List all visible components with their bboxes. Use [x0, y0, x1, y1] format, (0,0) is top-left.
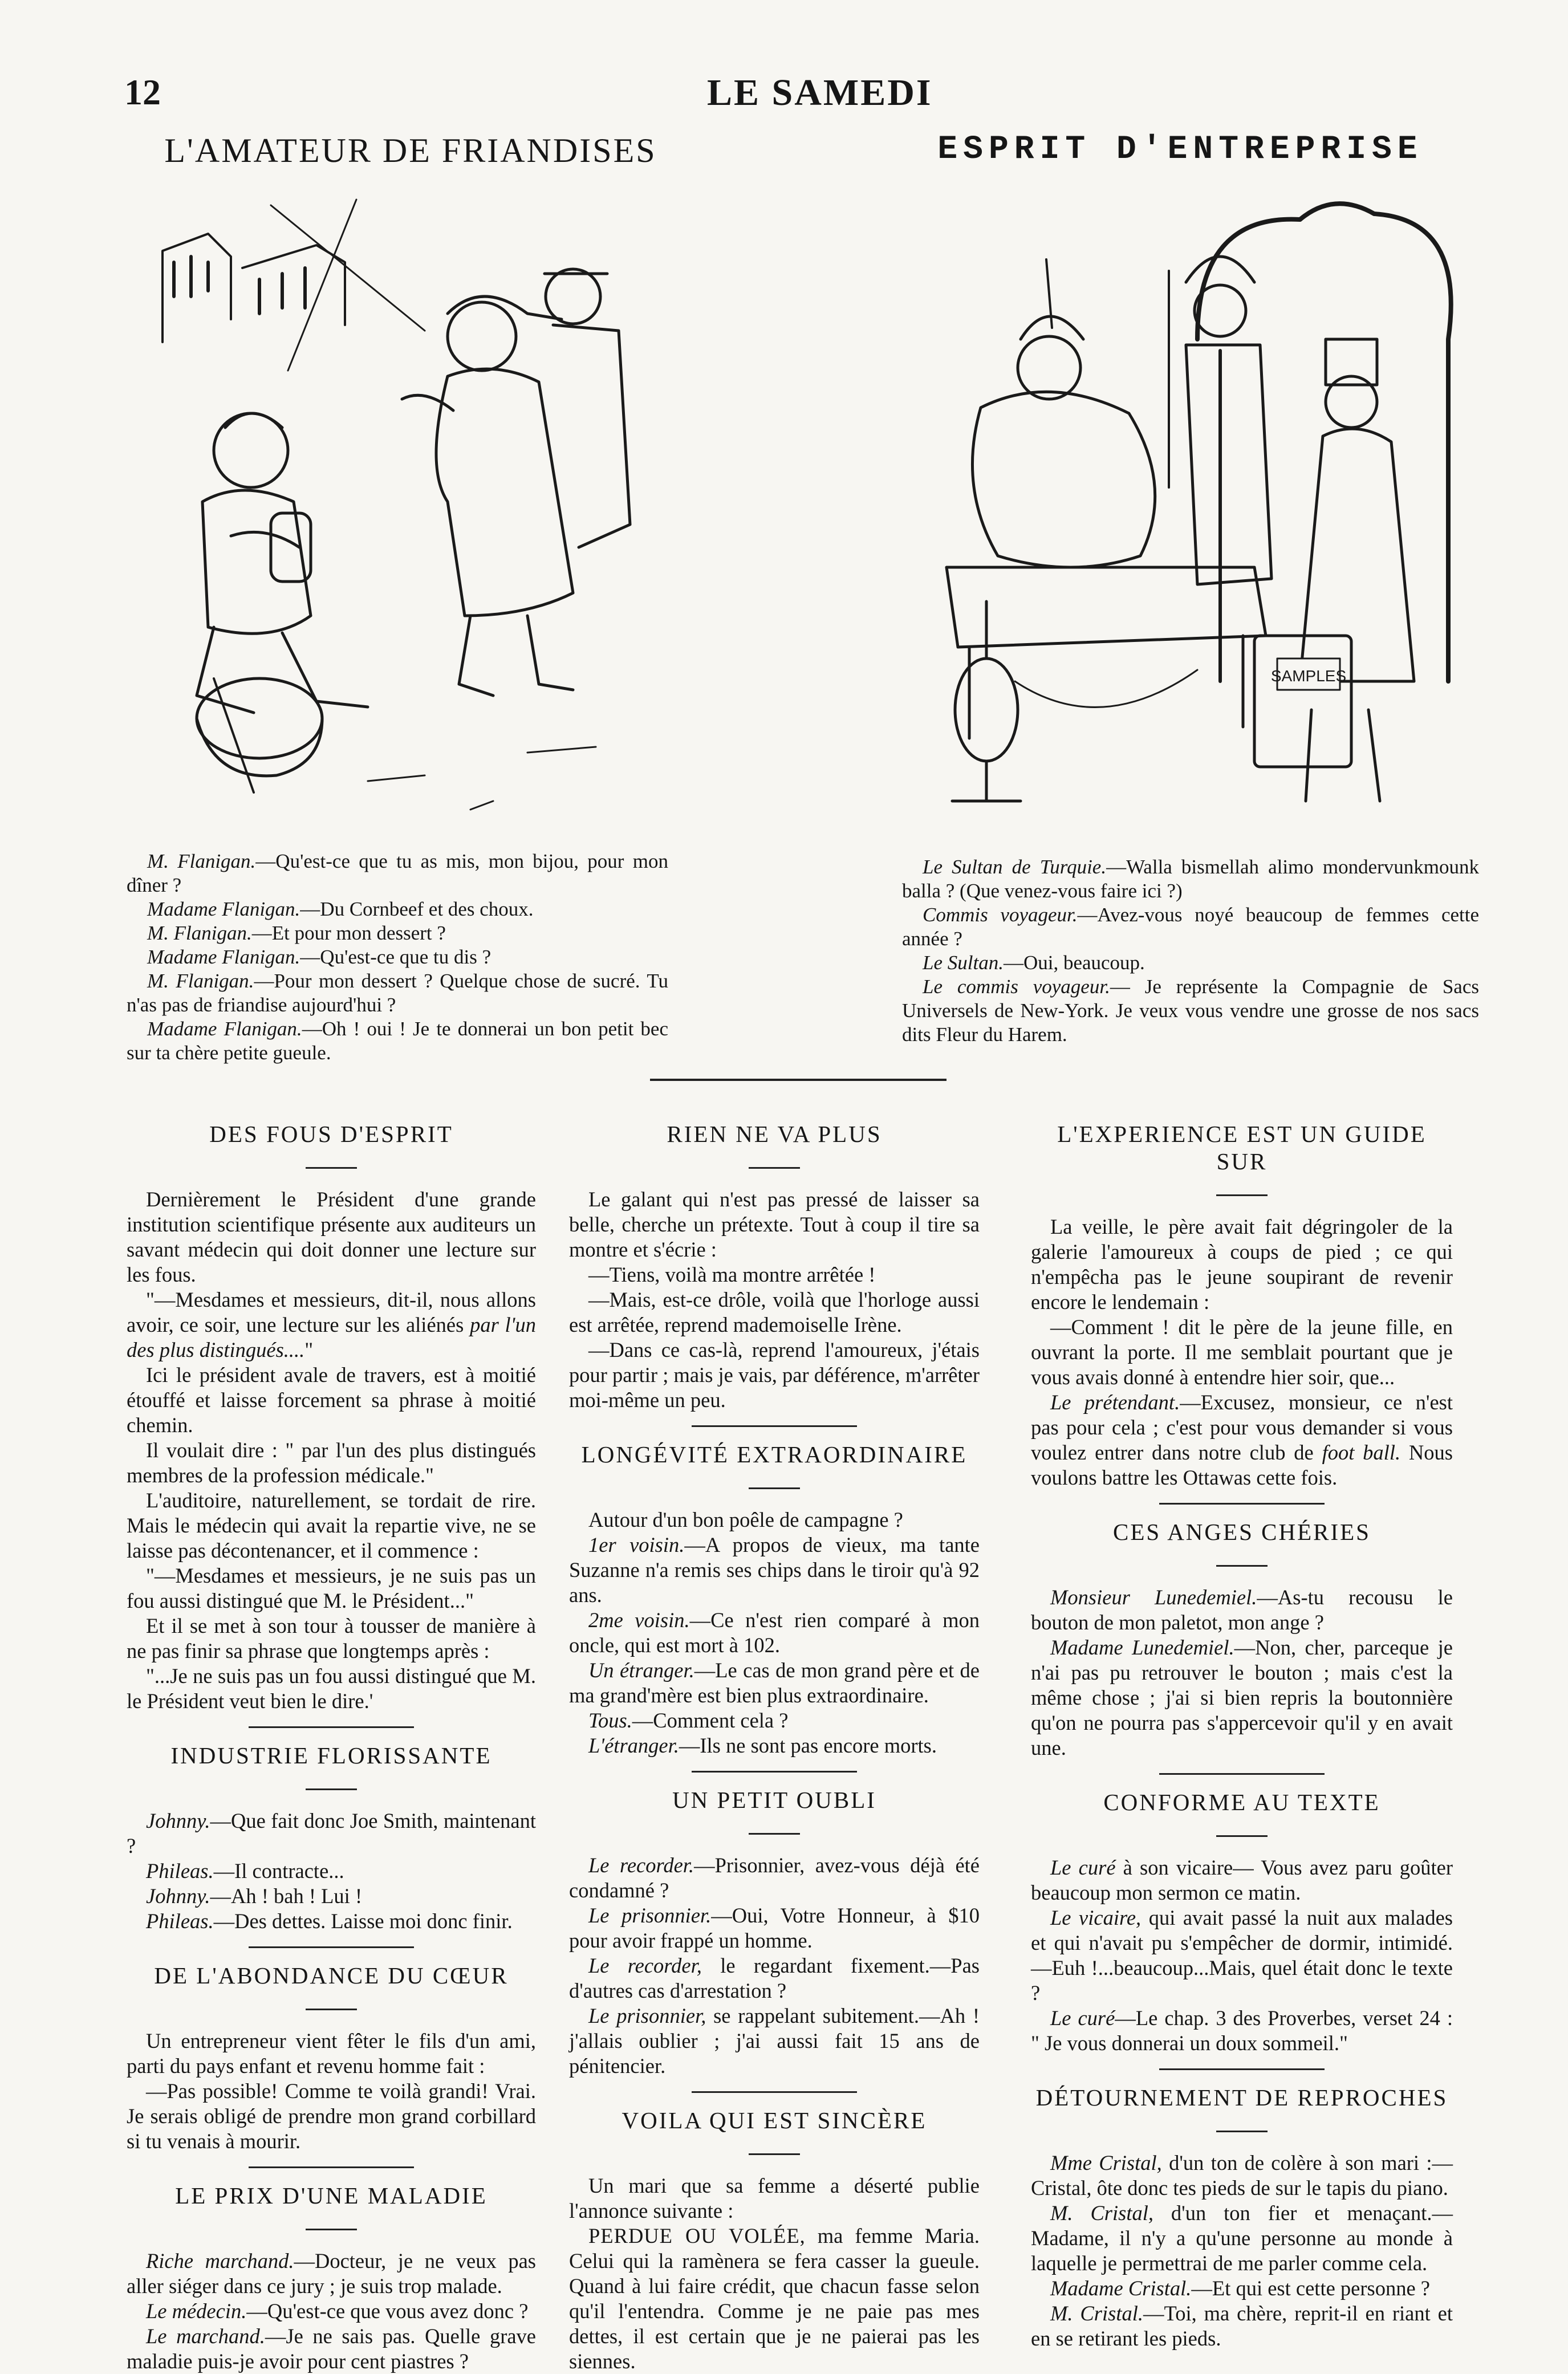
caption-line: Madame Flanigan.—Qu'est-ce que tu dis ? [147, 946, 491, 968]
article-separator [692, 1425, 857, 1427]
paragraph: —Dans ce cas-là, reprend l'amoureux, j'étais pour partir ; mais je vais, par déférence, m'arrêter moi-même un peu. [569, 1338, 980, 1412]
dialogue-line: 2me voisin.—Ce n'est rien comparé à mon oncle, qui est mort à 102. [569, 1608, 980, 1657]
samples-sign: SAMPLES [1270, 667, 1347, 685]
dialogue-line: Le recorder.—Prisonnier, avez-vous déjà été condamné ? [569, 1853, 980, 1902]
dialogue-line: Phileas.—Des dettes. Laisse moi donc finir. [146, 1909, 513, 1933]
article-title: CONFORME AU TEXTE [1103, 1789, 1380, 1815]
article-title: DÉTOURNEMENT DE REPROCHES [1035, 2084, 1448, 2111]
article-separator [692, 2091, 857, 2093]
paragraph: "—Mesdames et messieurs, dit-il, nous allons avoir, ce soir, une lecture sur les aliénés par l'un des plus distingués...." [127, 1288, 536, 1361]
cartoon-title-right: ESPRIT D'ENTREPRISE [937, 131, 1423, 168]
dialogue-line: Le prisonnier, se rappelant subitement.—Ah ! j'allais oublier ; j'ai aussi fait 15 ans de pénitencier. [569, 2004, 980, 2078]
article-title: LONGÉVITÉ EXTRAORDINAIRE [581, 1441, 968, 1468]
cartoon-caption-left [127, 849, 668, 1065]
caption-line: M. Flanigan.—Qu'est-ce que tu as mis, mon bijou, pour mon dîner ? [127, 850, 668, 896]
dialogue-line: Johnny.—Ah ! bah ! Lui ! [146, 1884, 363, 1908]
article-separator [692, 1771, 857, 1773]
title-rule [749, 1167, 800, 1169]
cartoon-title-left: L'AMATEUR DE FRIANDISES [164, 132, 657, 169]
cartoon-caption-right [902, 855, 1479, 1047]
dialogue-line: Le prisonnier.—Oui, Votre Honneur, à $10 pour avoir frappé un homme. [569, 1904, 980, 1952]
sultan-scene-drawing [901, 168, 1471, 824]
paragraph: Il voulait dire : " par l'un des plus distingués membres de la profession médicale." [127, 1438, 536, 1487]
paragraph: Dernièrement le Président d'une grande institution scientifique présente aux auditeurs un savant médecin qui doit donner une lecture sur les fous. [127, 1188, 536, 1286]
caption-line: Madame Flanigan.—Du Cornbeef et des choux. [147, 898, 534, 920]
paragraph: Un entrepreneur vient fêter le fils d'un ami, parti du pays enfant et revenu homme fait : [127, 2029, 536, 2078]
article-title: DE L'ABONDANCE DU CŒUR [154, 1962, 509, 1989]
dialogue-line: M. Cristal.—Toi, ma chère, reprit-il en riant et en se retirant les pieds. [1031, 2302, 1453, 2350]
caption-line: Le Sultan de Turquie.—Walla bismellah alimo mondervunkmounk balla ? (Que venez-vous faire ici ?) [902, 856, 1479, 902]
paragraph: Un mari que sa femme a déserté publie l'annonce suivante : [569, 2174, 980, 2222]
paragraph: Et il se met à son tour à tousser de manière à ne pas finir sa phrase que longtemps après : [127, 1614, 536, 1662]
dialogue-line: Le recorder, le regardant fixement.—Pas d'autres cas d'arrestation ? [569, 1954, 980, 2002]
title-rule [749, 1833, 800, 1835]
article-separator [1159, 1773, 1325, 1775]
dialogue-line: Tous.—Comment cela ? [588, 1709, 789, 1732]
dialogue-line: Johnny.—Que fait donc Joe Smith, maintenant ? [127, 1809, 536, 1857]
title-rule [306, 2229, 357, 2230]
paragraph: —Tiens, voilà ma montre arrêtée ! [588, 1263, 876, 1286]
page-number: 12 [124, 72, 161, 112]
paragraph: PERDUE OU VOLÉE, ma femme Maria. Celui qui la ramènera se fera casser la gueule. Quand à lui faire crédit, que chacun fasse selon qu'il l'entendra. Comme je ne paie pas mes dettes, il est certain que je ne paierai pas les siennes. [569, 2224, 980, 2373]
caption-line: Madame Flanigan.—Oh ! oui ! Je te donnerai un bon petit bec sur ta chère petite gueule. [127, 1018, 669, 1064]
dialogue-line: Le médecin.—Qu'est-ce que vous avez donc ? [146, 2299, 529, 2323]
dialogue-line: 1er voisin.—A propos de vieux, ma tante Suzanne n'a remis ses chips dans le tiroir qu'à 92 ans. [569, 1533, 980, 1607]
street-scene-drawing [128, 182, 676, 827]
article-title: UN PETIT OUBLI [672, 1787, 876, 1813]
dialogue-line: Madame Cristal.—Et qui est cette personne ? [1050, 2277, 1430, 2300]
article-title: L'EXPERIENCE EST UN GUIDE SUR [1057, 1121, 1427, 1174]
masthead: LE SAMEDI [707, 72, 933, 113]
dialogue-line: M. Cristal, d'un ton fier et menaçant.—Madame, il n'y a qu'une personne au monde à laquelle je permettrai de me parler comme cela. [1031, 2201, 1453, 2275]
paragraph: Le prétendant.—Excusez, monsieur, ce n'est pas pour cela ; c'est pour vous demander si vous voulez entrer dans notre club de foot ball. Nous voulons battre les Ottawas cette fois. [1031, 1391, 1453, 1489]
column-right [1031, 1120, 1453, 2351]
article-separator [1159, 1503, 1325, 1505]
dialogue-line: Madame Lunedemiel.—Non, cher, parceque je n'ai pas pu retrouver le bouton ; mais c'est la même chose ; j'ai si bien repris la boutonnière qu'on ne pourra pas s'appercevoir qu'il y en avait une. [1031, 1636, 1453, 1759]
article-title: DES FOUS D'ESPRIT [209, 1121, 453, 1147]
title-rule [306, 1167, 357, 1169]
paragraph: L'auditoire, naturellement, se tordait de rire. Mais le médecin qui avait la repartie vive, ne se laisse pas décontenancer, et il commence : [127, 1489, 536, 1562]
caption-line: Le commis voyageur.— Je représente la Compagnie de Sacs Universels de New-York. Je veux vous vendre une grosse de nos sacs dits Fleur du Harem. [902, 975, 1479, 1046]
title-rule [1216, 1835, 1268, 1837]
caption-line: M. Flanigan.—Et pour mon dessert ? [147, 922, 446, 944]
dialogue-line: Le vicaire, qui avait passé la nuit aux malades et qui n'avait pu s'empêcher de dormir, intimidé.—Euh !...beaucoup...Mais, quel était donc le texte ? [1031, 1906, 1453, 2005]
column-middle [569, 1120, 980, 2374]
title-rule [1216, 1194, 1268, 1196]
caption-line: M. Flanigan.—Pour mon dessert ? Quelque chose de sucré. Tu n'as pas de friandise aujourd'hui ? [127, 970, 668, 1016]
article-title: INDUSTRIE FLORISSANTE [170, 1742, 492, 1769]
dialogue-line: Phileas.—Il contracte... [146, 1859, 344, 1883]
dialogue-line: Un étranger.—Le cas de mon grand père et de ma grand'mère est bien plus extraordinaire. [569, 1658, 980, 1707]
paragraph: Autour d'un bon poêle de campagne ? [588, 1508, 903, 1531]
paragraph: La veille, le père avait fait dégringoler de la galerie l'amoureux à coups de pied ; ce qui n'empêcha pas le jeune soupirant de revenir encore le lendemain : [1031, 1215, 1453, 1314]
dialogue-line: Le curé—Le chap. 3 des Proverbes, verset 24 : " Je vous donnerai un doux sommeil." [1031, 2006, 1453, 2055]
article-separator [249, 2166, 414, 2168]
column-left [127, 1120, 536, 2374]
article-separator [249, 1946, 414, 1948]
title-rule [749, 2153, 800, 2155]
paragraph: —Comment ! dit le père de la jeune fille, en ouvrant la porte. Il me semblait pourtant que je vous avais donné à entendre hier soir, que... [1031, 1315, 1453, 1389]
paragraph: Ici le président avale de travers, est à moitié étouffé et laisse forcement sa phrase à moitié chemin. [127, 1363, 536, 1437]
cartoon-illustration-left [128, 182, 676, 827]
dialogue-line: L'étranger.—Ils ne sont pas encore morts. [588, 1734, 937, 1757]
article-title: LE PRIX D'UNE MALADIE [175, 2182, 488, 2209]
paragraph: Le galant qui n'est pas pressé de laisser sa belle, cherche un prétexte. Tout à coup il tire sa montre et s'écrie : [569, 1188, 980, 1261]
dialogue-line: Le curé à son vicaire— Vous avez paru goûter beaucoup mon sermon ce matin. [1031, 1856, 1453, 1904]
cartoon-illustration-right [901, 168, 1471, 824]
section-divider [650, 1079, 947, 1081]
article-title: CES ANGES CHÉRIES [1113, 1519, 1371, 1545]
dialogue-line: Monsieur Lunedemiel.—As-tu recousu le bouton de mon paletot, mon ange ? [1031, 1586, 1453, 1634]
title-rule [1216, 2131, 1268, 2132]
article-separator [249, 1726, 414, 1728]
paragraph: "—Mesdames et messieurs, je ne suis pas un fou aussi distingué que M. le Président..." [127, 1564, 536, 1612]
caption-line: Commis voyageur.—Avez-vous noyé beaucoup de femmes cette année ? [902, 904, 1479, 950]
paragraph: "...Je ne suis pas un fou aussi distingué que M. le Président veut bien le dire.' [127, 1664, 536, 1713]
title-rule [306, 1788, 357, 1790]
title-rule [749, 1487, 800, 1489]
paragraph: —Pas possible! Comme te voilà grandi! Vrai. Je serais obligé de prendre mon grand corbillard si tu venais à mourir. [127, 2079, 536, 2153]
article-separator [1159, 2068, 1325, 2070]
title-rule [1216, 1565, 1268, 1567]
article-title: RIEN NE VA PLUS [667, 1121, 882, 1147]
paragraph: —Mais, est-ce drôle, voilà que l'horloge aussi est arrêtée, reprend mademoiselle Irène. [569, 1288, 980, 1336]
dialogue-line: Le marchand.—Je ne sais pas. Quelle grave maladie puis-je avoir pour cent piastres ? [127, 2324, 536, 2373]
title-rule [306, 2009, 357, 2010]
article-title: VOILA QUI EST SINCÈRE [621, 2107, 927, 2133]
dialogue-line: Riche marchand.—Docteur, je ne veux pas aller siéger dans ce jury ; je suis trop malade. [127, 2249, 537, 2298]
dialogue-line: Mme Cristal, d'un ton de colère à son mari :—Cristal, ôte donc tes pieds de sur le tapis du piano. [1031, 2151, 1453, 2200]
caption-line: Le Sultan.—Oui, beaucoup. [923, 952, 1145, 974]
